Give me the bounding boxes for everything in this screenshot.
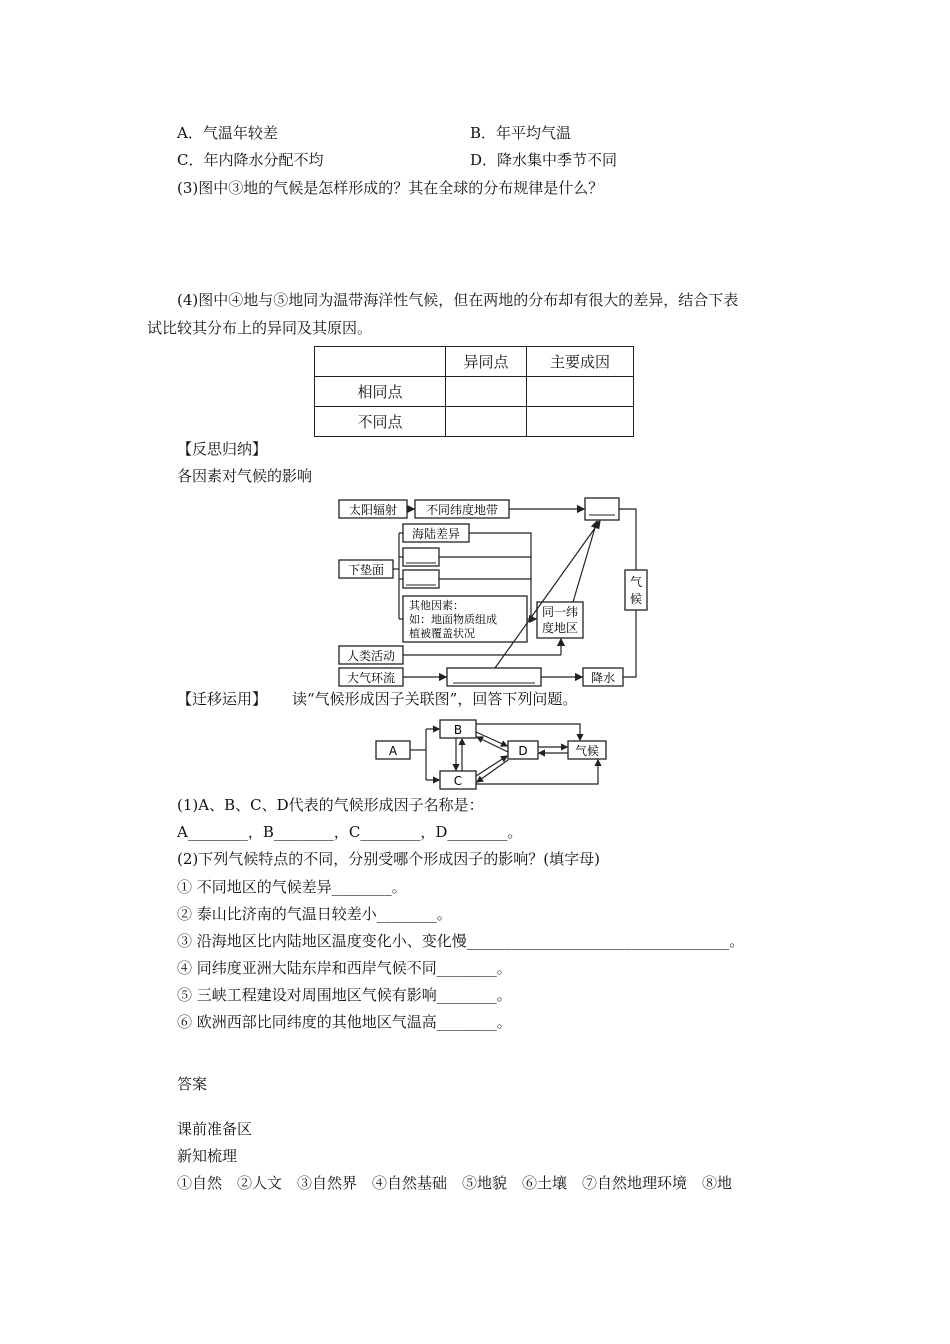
question-4-line1: (4)图中④地与⑤地同为温带海洋性气候，但在两地的分布却有很大的差异，结合下表 bbox=[177, 291, 739, 309]
option-a: A．气温年较差 bbox=[177, 124, 278, 142]
factor-d-label: D bbox=[518, 744, 528, 758]
table-cell[interactable] bbox=[446, 377, 527, 407]
list-item[interactable]: ② 泰山比济南的气温日较差小________。 bbox=[177, 905, 452, 923]
table-header-cell: 异同点 bbox=[446, 347, 527, 377]
factor-relation-diagram bbox=[372, 716, 612, 794]
transfer-heading: 【迁移运用】 bbox=[177, 690, 268, 708]
human-activity-label: 人类活动 bbox=[346, 649, 396, 663]
table-row bbox=[315, 407, 634, 437]
arrow bbox=[477, 760, 508, 782]
table-cell[interactable] bbox=[446, 407, 527, 437]
table-cell: 相同点 bbox=[315, 377, 446, 407]
other-factors-line2: 如：地面物质组成 bbox=[409, 613, 497, 626]
transfer-text: 读“气候形成因子关联图”，回答下列问题。 bbox=[292, 690, 578, 708]
sub-question-1: (1)A、B、C、D代表的气候形成因子名称是： bbox=[177, 796, 484, 814]
table-header-cell bbox=[315, 347, 446, 377]
same-latitude-line1: 同一纬 bbox=[541, 605, 579, 619]
table-cell[interactable] bbox=[527, 407, 634, 437]
climate-label-2: 候 bbox=[629, 592, 643, 606]
answers-line: ①自然 ②人文 ③自然界 ④自然基础 ⑤地貌 ⑥土壤 ⑦自然地理环境 ⑧地 bbox=[177, 1174, 733, 1192]
comparison-table bbox=[314, 346, 634, 437]
connector bbox=[619, 509, 636, 570]
option-c: C．年内降水分配不均 bbox=[177, 151, 324, 169]
sub-question-2: (2)下列气候特点的不同，分别受哪个形成因子的影响？(填字母) bbox=[177, 850, 600, 868]
same-latitude-line2: 度地区 bbox=[541, 621, 579, 635]
factor-a-label: A bbox=[388, 744, 398, 758]
question-4-line2: 试比较其分布上的异同及其原因。 bbox=[147, 319, 373, 337]
climate-label-1: 气 bbox=[629, 575, 643, 589]
sea-land-label: 海陆差异 bbox=[411, 527, 461, 541]
pre-class-heading: 课前准备区 bbox=[177, 1120, 253, 1138]
option-b: B．年平均气温 bbox=[470, 124, 572, 142]
circulation-label: 大气环流 bbox=[346, 671, 396, 685]
list-item[interactable]: ⑤ 三峡工程建设对周围地区气候有影响________。 bbox=[177, 986, 512, 1004]
precipitation-label: 降水 bbox=[590, 671, 616, 685]
table-row bbox=[315, 377, 634, 407]
list-item[interactable]: ① 不同地区的气候差异________。 bbox=[177, 878, 407, 896]
climate-factors-diagram bbox=[335, 492, 655, 692]
climate-result-label: 气候 bbox=[574, 744, 600, 758]
factor-b-label: B bbox=[453, 723, 463, 737]
other-factors-line1: 其他因素： bbox=[409, 599, 464, 612]
option-d: D．降水集中季节不同 bbox=[470, 151, 618, 169]
arrow bbox=[476, 724, 580, 740]
other-factors-line3: 植被覆盖状况 bbox=[409, 627, 475, 640]
blank-box-top[interactable] bbox=[585, 498, 619, 520]
table-header-cell: 主要成因 bbox=[527, 347, 634, 377]
arrow bbox=[495, 521, 600, 668]
factor-c-label: C bbox=[453, 774, 463, 788]
table-header-row bbox=[315, 347, 634, 377]
connector bbox=[623, 610, 636, 677]
answer-heading: 答案 bbox=[177, 1075, 208, 1093]
arrow bbox=[573, 521, 597, 602]
list-item[interactable]: ⑥ 欧洲西部比同纬度的其他地区气温高________。 bbox=[177, 1013, 512, 1031]
reflect-heading: 【反思归纳】 bbox=[177, 440, 268, 458]
solar-radiation-label: 太阳辐射 bbox=[348, 503, 398, 517]
question-3: (3)图中③地的气候是怎样形成的？其在全球的分布规律是什么？ bbox=[177, 179, 604, 197]
list-item[interactable]: ④ 同纬度亚洲大陆东岸和西岸气候不同________。 bbox=[177, 959, 512, 977]
surface-label: 下垫面 bbox=[347, 563, 385, 577]
new-knowledge-heading: 新知梳理 bbox=[177, 1147, 238, 1165]
arrow bbox=[476, 756, 507, 776]
table-cell: 不同点 bbox=[315, 407, 446, 437]
list-item[interactable]: ③ 沿海地区比内陆地区温度变化小、变化慢___________________________________。 bbox=[177, 932, 745, 950]
table-cell[interactable] bbox=[527, 377, 634, 407]
latitude-label: 不同纬度地带 bbox=[425, 503, 499, 517]
reflect-subheading: 各因素对气候的影响 bbox=[177, 467, 313, 485]
sub-question-1-blanks[interactable]: A________，B________，C________，D________。 bbox=[177, 823, 523, 841]
